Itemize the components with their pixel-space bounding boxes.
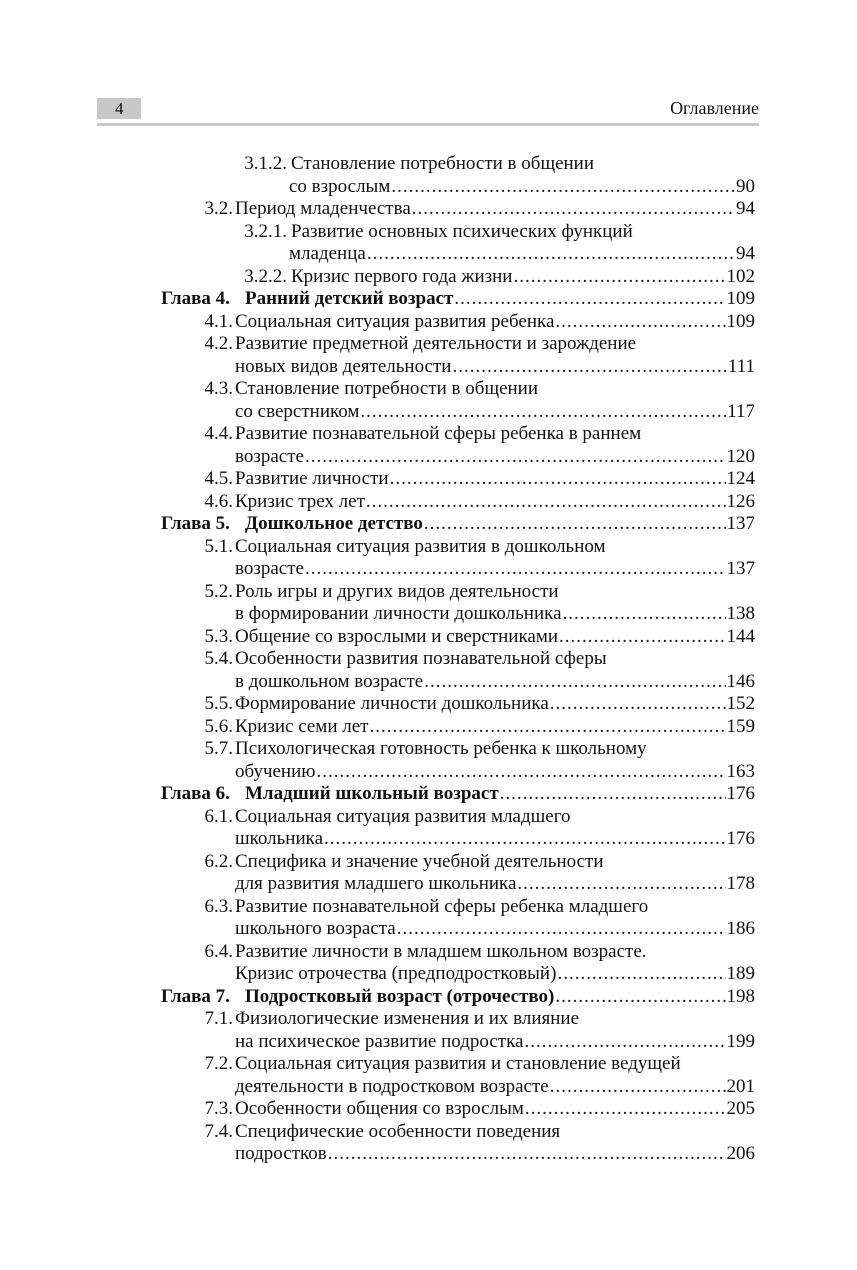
toc-entry-title: Кризис трех лет	[235, 490, 365, 512]
toc-entry-line	[161, 378, 755, 401]
toc-entry-title: в формировании личности дошкольника	[235, 603, 562, 624]
toc-page-number: 206	[726, 1143, 755, 1164]
header-rule	[97, 123, 759, 126]
toc-page-number: 176	[726, 828, 755, 849]
toc-entry-number: 4.5.	[204, 468, 233, 489]
page-number: 4	[97, 98, 141, 119]
dot-leader	[452, 356, 726, 379]
toc-entry-line	[161, 761, 755, 784]
toc-leader-row	[235, 491, 755, 514]
toc-entry-line	[161, 626, 755, 649]
toc-page-number: 144	[726, 625, 755, 647]
toc-page-number: 137	[726, 558, 755, 579]
toc-leader-row	[235, 311, 755, 334]
toc-entry-title: младенца	[289, 243, 366, 264]
toc-leader-row	[235, 716, 755, 739]
toc-entry-line	[161, 446, 755, 469]
dot-leader	[369, 716, 725, 739]
toc-leader-row	[235, 693, 755, 716]
toc-entry-line	[161, 558, 755, 581]
dot-leader	[525, 1098, 726, 1121]
toc-leader-row	[235, 198, 755, 221]
toc-entry-number: 3.2.2.	[244, 265, 287, 287]
toc-entry-title: Младший школьный возраст	[245, 783, 499, 804]
dot-leader	[563, 603, 726, 626]
toc-entry-title: Социальная ситуация развития и становление ведущей	[235, 1053, 681, 1074]
toc-entry-line	[161, 603, 755, 626]
toc-entry-number: 5.3.	[204, 625, 233, 647]
toc-entry-number: 4.6.	[204, 490, 233, 512]
toc-entry-title: обучению	[235, 760, 316, 782]
toc-chapter-line	[161, 513, 755, 536]
dot-leader	[517, 873, 725, 896]
toc-entry-number: 7.1.	[204, 1008, 233, 1029]
toc-entry-title: Социальная ситуация развития младшего	[235, 805, 571, 827]
toc-entry-title: возрасте	[235, 558, 304, 579]
toc-entry-line	[161, 581, 755, 604]
toc-entry-number: 5.2.	[204, 580, 233, 602]
dot-leader	[513, 266, 725, 289]
dot-leader	[305, 446, 726, 469]
toc-entry-title: Дошкольное детство	[245, 513, 423, 534]
toc-entry-title: Психологическая готовность ребенка к школьному	[235, 738, 647, 759]
toc-entry-number: 3.2.	[204, 198, 233, 219]
dot-leader	[366, 491, 726, 514]
toc-page-number: 176	[726, 783, 755, 804]
toc-entry-line	[161, 1031, 755, 1054]
toc-entry-title: в дошкольном возрасте	[235, 670, 424, 692]
toc-page-number: 137	[726, 513, 755, 534]
toc-entry-line	[161, 918, 755, 941]
dot-leader	[550, 693, 726, 716]
toc-entry-number: 3.1.2.	[244, 153, 287, 174]
toc-entry-line	[161, 1076, 755, 1099]
toc-entry-line	[161, 806, 755, 829]
toc-entry-title: со взрослым	[289, 175, 391, 197]
toc-entry-number: 6.2.	[204, 850, 233, 872]
toc-leader-row	[235, 918, 755, 941]
toc-entry-title: школьника	[235, 828, 324, 849]
toc-leader-row	[235, 1098, 755, 1121]
toc-entry-title: Развитие познавательной сферы ребенка в раннем	[235, 423, 642, 444]
toc-entry-line	[161, 153, 755, 176]
toc-entry-title: Кризис отрочества (предподростковый)	[235, 963, 557, 984]
toc-entry-title: Период младенчества	[235, 198, 411, 219]
toc-leader-row	[289, 243, 755, 266]
toc-entry-line	[161, 648, 755, 671]
toc-entry-line	[161, 333, 755, 356]
dot-leader	[367, 243, 735, 266]
toc-entry-line	[161, 1121, 755, 1144]
dot-leader	[424, 513, 726, 536]
running-title: Оглавление	[670, 98, 759, 118]
toc-entry-title: Развитие личности	[235, 468, 389, 489]
toc-entry-title: Особенности развития познавательной сферы	[235, 648, 607, 669]
toc-page-number: 109	[726, 288, 755, 309]
toc-leader-row	[235, 963, 755, 986]
toc-entry-title: Ранний детский возраст	[245, 288, 454, 309]
toc-entry-title: Становление потребности в общении	[235, 378, 539, 399]
toc-entry-number: Глава 5.	[161, 513, 230, 534]
toc-entry-title: Физиологические изменения и их влияние	[235, 1008, 580, 1029]
toc-entry-number: 5.4.	[204, 648, 233, 669]
toc-entry-number: 5.7.	[204, 738, 233, 759]
toc-entry-title: Подростковый возраст (отрочество)	[245, 985, 555, 1007]
toc-entry-number: Глава 6.	[161, 783, 230, 804]
toc-entry-title: Роль игры и других видов деятельности	[235, 580, 559, 602]
toc-entry-title: возрасте	[235, 445, 304, 467]
toc-entry-line	[161, 468, 755, 491]
dot-leader	[524, 1031, 725, 1054]
toc-leader-row	[235, 626, 755, 649]
toc-page-number: 189	[726, 963, 755, 984]
toc-leader-row	[245, 513, 755, 536]
dot-leader	[324, 828, 725, 851]
toc-page-number: 109	[726, 310, 755, 332]
toc-leader-row	[235, 1076, 755, 1099]
toc-leader-row	[235, 446, 755, 469]
toc-leader-row	[245, 288, 755, 311]
dot-leader	[424, 671, 725, 694]
toc-leader-row	[235, 671, 755, 694]
toc-entry-title: подростков	[235, 1143, 327, 1164]
toc-entry-line	[161, 266, 755, 289]
toc-entry-title: Социальная ситуация развития ребенка	[235, 310, 555, 332]
dot-leader	[555, 986, 725, 1009]
toc-entry-line	[161, 401, 755, 424]
toc-page-number: 117	[727, 400, 755, 422]
toc-page-number: 111	[727, 355, 755, 377]
toc-leader-row	[235, 558, 755, 581]
toc-entry-line	[161, 423, 755, 446]
toc-entry-line	[161, 491, 755, 514]
toc-entry-line	[161, 716, 755, 739]
toc-page-number: 120	[726, 445, 755, 467]
toc-entry-number: 7.4.	[204, 1120, 233, 1142]
toc-page-number: 159	[726, 715, 755, 737]
dot-leader	[360, 401, 726, 424]
toc-leader-row	[235, 1031, 755, 1054]
dot-leader	[550, 1076, 726, 1099]
dot-leader	[305, 558, 726, 581]
toc-entry-title: со сверстником	[235, 400, 360, 422]
dot-leader	[555, 311, 725, 334]
toc-entry-number: 3.2.1.	[244, 220, 287, 242]
toc-entry-title: школьного возраста	[235, 918, 396, 939]
toc-entry-number: 4.4.	[204, 423, 233, 444]
toc-page-number: 146	[726, 670, 755, 692]
toc-page-number: 124	[726, 468, 755, 489]
toc-entry-line	[161, 828, 755, 851]
toc-entry-line	[161, 356, 755, 379]
toc-entry-number: 5.5.	[204, 693, 233, 714]
toc-page-number: 126	[726, 490, 755, 512]
toc-page-number: 198	[726, 985, 755, 1007]
toc-entry-title: Развитие познавательной сферы ребенка младшего	[235, 895, 649, 917]
toc-entry-line	[161, 693, 755, 716]
dot-leader	[412, 198, 735, 221]
toc-entry-number: 4.1.	[204, 310, 233, 332]
toc-entry-number: 6.3.	[204, 895, 233, 917]
toc-entry-line	[161, 738, 755, 761]
toc-entry-title: Развитие предметной деятельности и зарождение	[235, 333, 637, 354]
toc-entry-title: Специфика и значение учебной деятельности	[235, 850, 604, 872]
dot-leader	[454, 288, 725, 311]
toc-page-number: 152	[726, 693, 755, 714]
toc-entry-title: на психическое развитие подростка	[235, 1030, 524, 1052]
dot-leader	[557, 963, 725, 986]
toc-entry-line	[161, 671, 755, 694]
toc-entry-line	[161, 1053, 755, 1076]
toc-leader-row	[245, 986, 755, 1009]
toc-page-number: 94	[736, 243, 755, 264]
toc-leader-row	[235, 468, 755, 491]
toc-page-number: 90	[736, 175, 755, 197]
dot-leader	[391, 176, 735, 199]
toc-entry-number: 4.2.	[204, 333, 233, 354]
toc-entry-title: Кризис первого года жизни	[291, 265, 513, 287]
toc-entry-number: 6.4.	[204, 940, 233, 962]
toc-entry-line	[161, 873, 755, 896]
toc-entry-title: деятельности в подростковом возрасте	[235, 1075, 549, 1097]
toc-entry-line	[161, 1008, 755, 1031]
toc-leader-row	[289, 176, 755, 199]
table-of-contents	[161, 153, 755, 1166]
toc-entry-number: Глава 7.	[161, 985, 230, 1007]
toc-page-number: 138	[726, 603, 755, 624]
toc-entry-title: Формирование личности дошкольника	[235, 693, 549, 714]
toc-entry-title: Особенности общения со взрослым	[235, 1098, 524, 1119]
dot-leader	[316, 761, 725, 784]
toc-chapter-line	[161, 783, 755, 806]
toc-entry-title: Специфические особенности поведения	[235, 1120, 561, 1142]
toc-entry-title: Становление потребности в общении	[291, 153, 595, 174]
toc-entry-line	[161, 1143, 755, 1166]
toc-entry-number: 5.6.	[204, 715, 233, 737]
toc-leader-row	[235, 1143, 755, 1166]
toc-entry-number: Глава 4.	[161, 288, 230, 309]
toc-page-number: 186	[726, 918, 755, 939]
toc-leader-row	[235, 828, 755, 851]
toc-entry-line	[161, 536, 755, 559]
toc-leader-row	[235, 401, 755, 424]
toc-entry-line	[161, 311, 755, 334]
dot-leader	[397, 918, 726, 941]
toc-entry-number: 7.2.	[204, 1053, 233, 1074]
toc-leader-row	[291, 266, 755, 289]
dot-leader	[328, 1143, 726, 1166]
toc-entry-line	[161, 963, 755, 986]
toc-leader-row	[235, 603, 755, 626]
toc-entry-title: Развитие основных психических функций	[291, 220, 633, 242]
toc-entry-line	[161, 221, 755, 244]
toc-entry-number: 6.1.	[204, 805, 233, 827]
toc-entry-line	[161, 176, 755, 199]
dot-leader	[390, 468, 726, 491]
toc-chapter-line	[161, 986, 755, 1009]
toc-page-number: 102	[726, 265, 755, 287]
toc-entry-title: для развития младшего школьника	[235, 873, 517, 894]
running-header	[97, 96, 759, 128]
dot-leader	[500, 783, 726, 806]
toc-chapter-line	[161, 288, 755, 311]
toc-entry-line	[161, 941, 755, 964]
toc-page-number: 205	[726, 1098, 755, 1119]
toc-page-number: 94	[736, 198, 755, 219]
toc-entry-title: Кризис семи лет	[235, 715, 369, 737]
toc-entry-number: 5.1.	[204, 535, 233, 557]
toc-page-number: 163	[726, 760, 755, 782]
toc-entry-title: Общение со взрослыми и сверстниками	[235, 625, 559, 647]
toc-page-number: 178	[726, 873, 755, 894]
toc-page-number: 201	[726, 1075, 755, 1097]
toc-entry-line	[161, 896, 755, 919]
toc-entry-line	[161, 243, 755, 266]
toc-entry-line	[161, 851, 755, 874]
toc-leader-row	[235, 761, 755, 784]
toc-page-number: 199	[726, 1030, 755, 1052]
toc-leader-row	[245, 783, 755, 806]
toc-entry-line	[161, 1098, 755, 1121]
toc-entry-number: 4.3.	[204, 378, 233, 399]
dot-leader	[559, 626, 725, 649]
toc-entry-number: 7.3.	[204, 1098, 233, 1119]
toc-leader-row	[235, 873, 755, 896]
toc-leader-row	[235, 356, 755, 379]
toc-entry-title: новых видов деятельности	[235, 355, 452, 377]
toc-entry-title: Развитие личности в младшем школьном возрасте.	[235, 940, 647, 962]
toc-entry-line	[161, 198, 755, 221]
toc-entry-title: Социальная ситуация развития в дошкольном	[235, 535, 606, 557]
